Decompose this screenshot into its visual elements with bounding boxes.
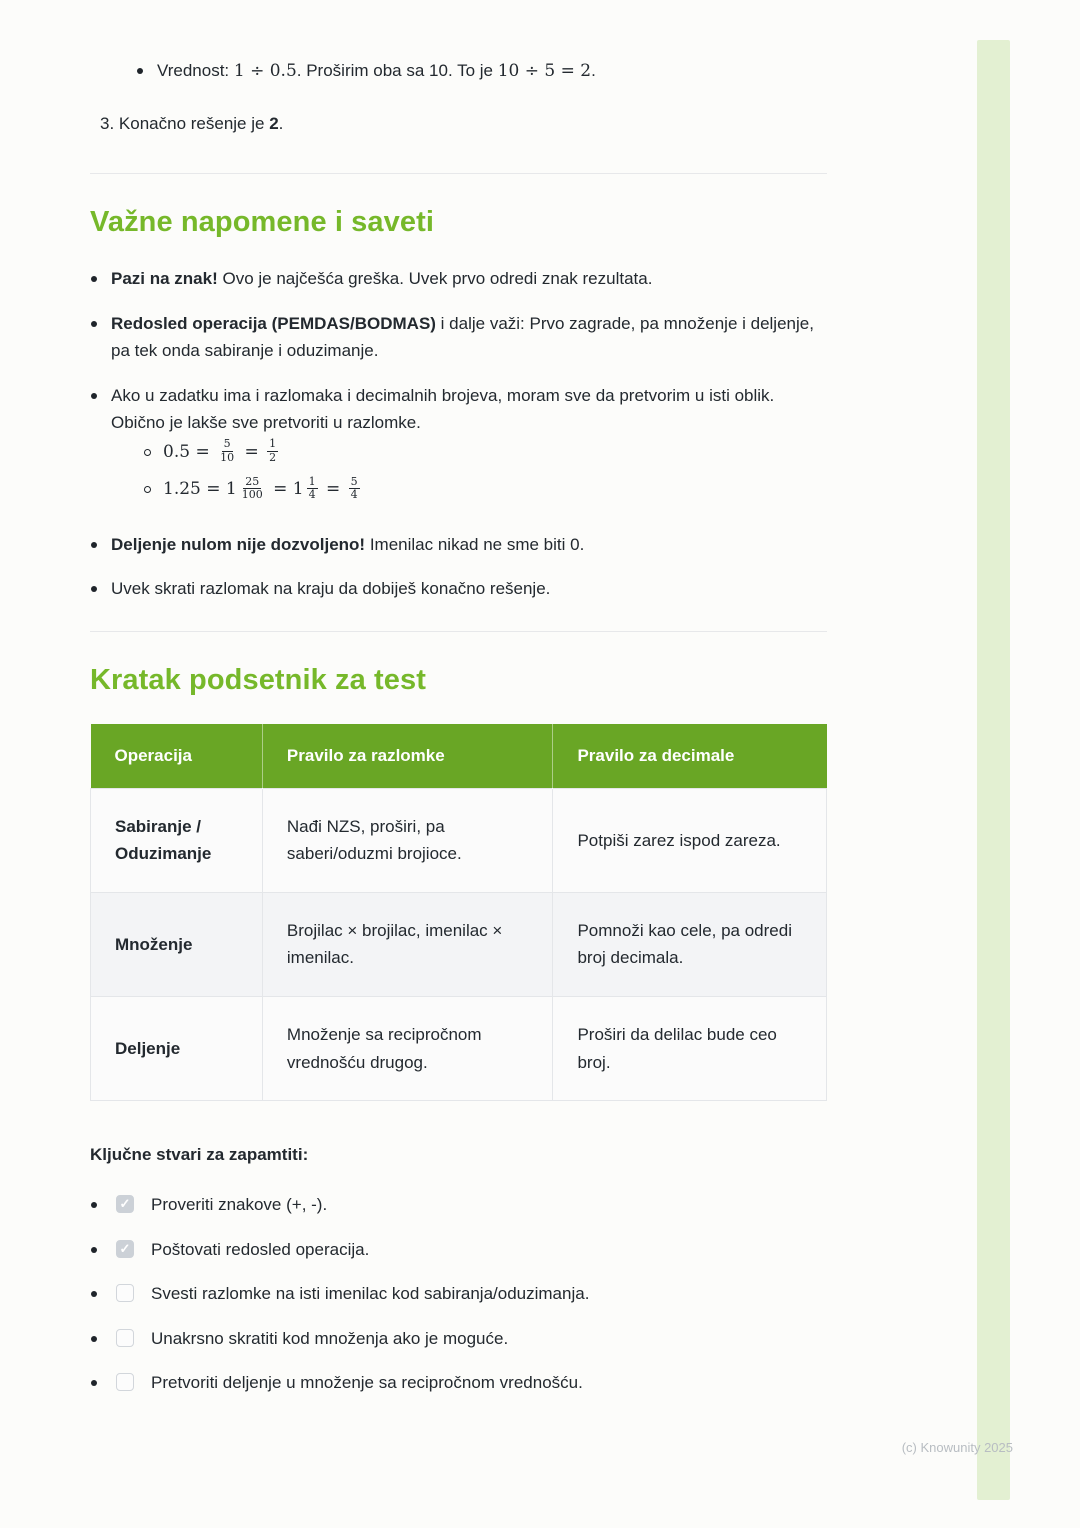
table-row (91, 892, 827, 996)
checklist-item-label: Svesti razlomke na isti imenilac kod sabiranja/oduzimanja. (151, 1284, 590, 1304)
checkbox[interactable] (116, 1240, 134, 1258)
table-cell: Nađi NZS, proširi, pa saberi/oduzmi brojioce. (262, 788, 553, 892)
math-expression: 10 ÷ 5 = 2 (497, 61, 592, 81)
bullet-icon (91, 1202, 97, 1208)
math-expression: 0.5 = $\frac{5}{10}$ = $\frac{1}{2}$ (163, 437, 277, 464)
checklist-item-label: Poštovati redosled operacija. (151, 1239, 370, 1259)
table-cell: Potpiši zarez ispod zareza. (553, 788, 827, 892)
list-item (143, 476, 827, 504)
table-cell: Deljenje (91, 996, 263, 1100)
fraction: $\frac{25}{100}$ (241, 474, 263, 502)
note-text: Ako u zadatku ima i razlomaka i decimalnih brojeva, moram sve da pretvorim u isti oblik. Obično je lakše sve pretvoriti u razlomke. 0.5 = $\frac{5}{10}$ = $\frac{1}{2}$ 1.25 = 1 $\frac{25}{100}$ = 1 $\frac{1}{4}$ = $\frac{5}{4}$ (111, 382, 827, 514)
column-header: Pravilo za decimale (553, 724, 827, 789)
step-number: 3. (100, 113, 115, 133)
checklist-item-label: Pretvoriti deljenje u množenje sa recipročnom vrednošću. (151, 1373, 583, 1393)
bullet-icon (91, 1380, 97, 1386)
table-row (91, 788, 827, 892)
sub-bullet-icon (144, 486, 151, 493)
bullet-icon (91, 586, 97, 592)
table-cell: Proširi da delilac bude ceo broj. (553, 996, 827, 1100)
page-margin-stripe (977, 40, 1010, 1500)
table-cell: Brojilac × brojilac, imenilac × imenilac. (262, 892, 553, 996)
list-item (90, 382, 827, 514)
checkbox[interactable] (116, 1329, 134, 1347)
bullet-icon (91, 1291, 97, 1297)
checkbox[interactable] (116, 1195, 134, 1213)
section-divider (90, 631, 827, 632)
checklist-item (90, 1325, 827, 1353)
column-header: Operacija (91, 724, 263, 789)
intro-bullet-text: Vrednost: 1 ÷ 0.5. Proširim oba sa 10. To je 10 ÷ 5 = 2. (157, 61, 596, 81)
bullet-icon (91, 1336, 97, 1342)
section-title-reminder: Kratak podsetnik za test (90, 663, 426, 696)
checklist-item (90, 1191, 827, 1219)
column-header: Pravilo za razlomke (262, 724, 553, 789)
notes-list (90, 265, 827, 603)
section-divider (90, 173, 827, 174)
note-text: Redosled operacija (PEMDAS/BODMAS) i dalje važi: Prvo zagrade, pa množenje i deljenje, pa tek onda sabiranje i oduzimanje. (111, 313, 814, 361)
copyright-watermark: (c) Knowunity 2025 (901, 1440, 1013, 1455)
sub-bullet-icon (144, 449, 151, 456)
checklist-item-label: Proveriti znakove (+, -). (151, 1195, 328, 1215)
math-expression: 1 ÷ 0.5 (233, 61, 297, 81)
table-cell: Množenje (91, 892, 263, 996)
table-cell: Pomnoži kao cele, pa odredi broj decimala. (553, 892, 827, 996)
bullet-icon (137, 68, 143, 74)
fraction: $\frac{1}{4}$ (308, 474, 316, 502)
list-item (90, 310, 827, 365)
note-text: Uvek skrati razlomak na kraju da dobiješ konačno rešenje. (111, 579, 551, 599)
section-title-notes: Važne napomene i saveti (90, 206, 434, 239)
table-cell: Množenje sa recipročnom vrednošću drugog. (262, 996, 553, 1100)
document-content (90, 0, 827, 1414)
reminder-table (90, 724, 827, 1101)
note-text: Pazi na znak! Ovo je najčešća greška. Uvek prvo odredi znak rezultata. (111, 269, 653, 289)
fraction: $\frac{5}{4}$ (350, 474, 358, 502)
note-text: Deljenje nulom nije dozvoljeno! Imenilac nikad ne sme biti 0. (111, 534, 585, 554)
bullet-icon (91, 393, 97, 399)
table-cell: Sabiranje / Oduzimanje (91, 788, 263, 892)
table-row (91, 996, 827, 1100)
checklist-item (90, 1369, 827, 1397)
list-item (90, 531, 827, 559)
checklist-item (90, 1280, 827, 1308)
checklist-item (90, 1236, 827, 1264)
list-item (90, 265, 827, 293)
numbered-step (100, 110, 827, 138)
bullet-icon (91, 321, 97, 327)
math-expression: 1.25 = 1 $\frac{25}{100}$ = 1 $\frac{1}{4}$ = $\frac{5}{4}$ (163, 474, 358, 502)
bullet-icon (91, 542, 97, 548)
checkbox[interactable] (116, 1373, 134, 1391)
checkbox[interactable] (116, 1284, 134, 1302)
checklist-title: Ključne stvari za zapamtiti: (90, 1145, 309, 1165)
intro-bullet (136, 57, 827, 86)
list-item (143, 439, 827, 467)
table-header-row (91, 724, 827, 789)
fraction: $\frac{5}{10}$ (220, 437, 235, 464)
bullet-icon (91, 276, 97, 282)
step-text: Konačno rešenje je 2. (118, 113, 284, 133)
fraction: $\frac{1}{2}$ (269, 437, 277, 464)
checklist (90, 1191, 827, 1397)
list-item (90, 575, 827, 603)
checklist-item-label: Unakrsno skratiti kod množenja ako je moguće. (151, 1328, 509, 1348)
math-sub-list (143, 439, 827, 504)
bullet-icon (91, 1247, 97, 1253)
